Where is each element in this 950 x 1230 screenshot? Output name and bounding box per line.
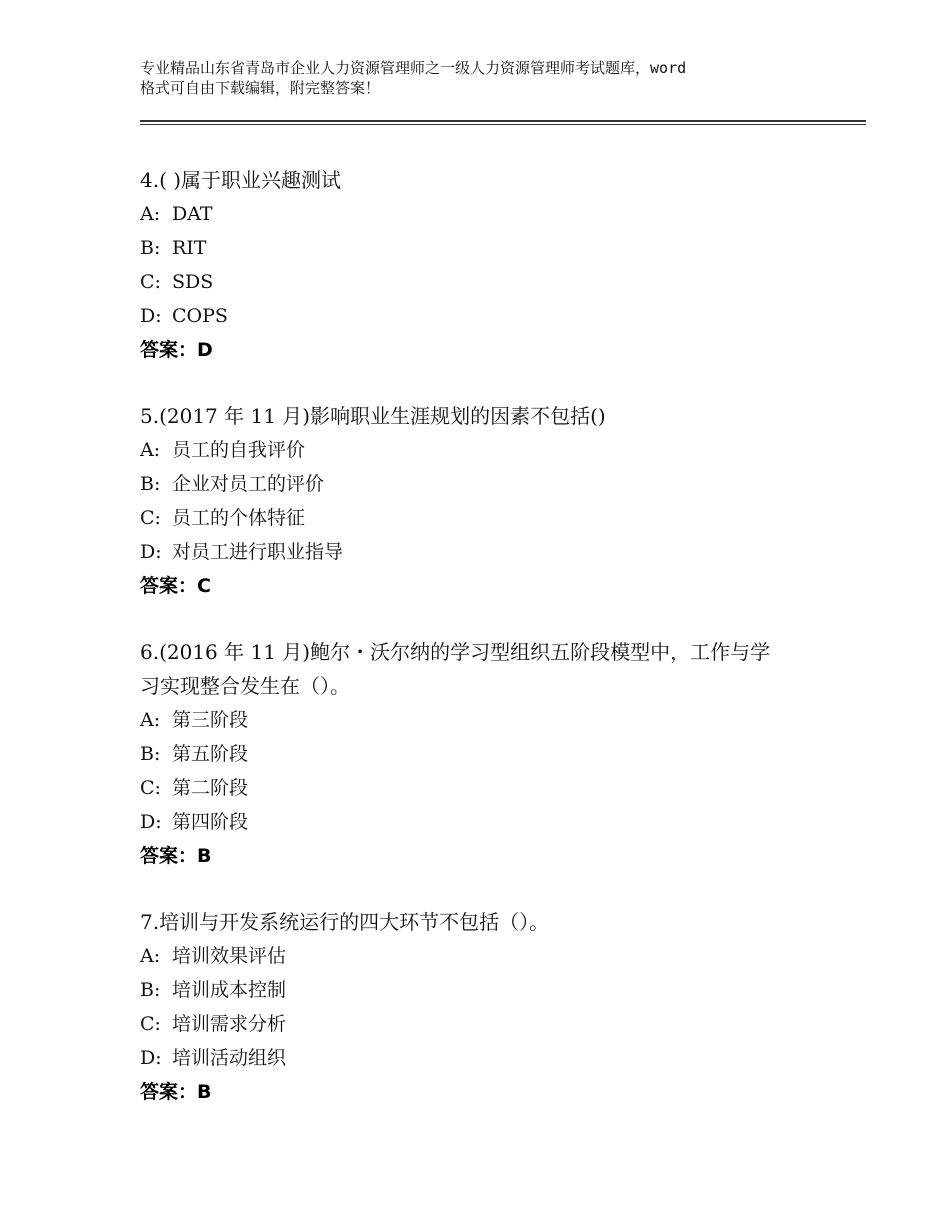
question-stem: 6.(2016 年 11 月)鲍尔・沃尔纳的学习型组织五阶段模型中，工作与学	[140, 640, 771, 664]
option-letter: D:	[140, 811, 162, 833]
option-letter: C:	[140, 1013, 161, 1035]
option-text: 对员工进行职业指导	[172, 541, 344, 563]
option-text: COPS	[172, 305, 228, 327]
option-d	[140, 535, 840, 569]
question-stem-continued: 习实现整合发生在（）。	[140, 674, 350, 698]
option-a	[140, 197, 840, 231]
option-b	[140, 467, 840, 501]
option-letter: D:	[140, 541, 162, 563]
answer-line: 答案：B	[140, 845, 212, 867]
option-text: 培训成本控制	[172, 979, 287, 1001]
question-5	[140, 399, 840, 603]
document-header	[140, 58, 840, 98]
option-letter: A:	[140, 439, 161, 461]
question-stem: 7.培训与开发系统运行的四大环节不包括（）。	[140, 910, 550, 934]
option-a	[140, 433, 840, 467]
option-letter: C:	[140, 507, 161, 529]
option-letter: A:	[140, 203, 161, 225]
option-b	[140, 737, 840, 771]
question-stem: 4.( )属于职业兴趣测试	[140, 168, 342, 192]
option-text: 培训需求分析	[172, 1013, 287, 1035]
option-text: 员工的自我评价	[172, 439, 306, 461]
question-list	[140, 163, 840, 1141]
option-letter: A:	[140, 709, 161, 731]
option-letter: A:	[140, 945, 161, 967]
question-7	[140, 905, 840, 1109]
option-text: 第五阶段	[172, 743, 249, 765]
option-c	[140, 1007, 840, 1041]
option-d	[140, 299, 840, 333]
header-divider-thin	[140, 124, 866, 125]
option-text: 企业对员工的评价	[172, 473, 325, 495]
option-letter: B:	[140, 237, 161, 259]
option-letter: B:	[140, 979, 161, 1001]
option-text: 员工的个体特征	[172, 507, 306, 529]
option-letter: C:	[140, 777, 161, 799]
header-line-2: 格式可自由下载编辑，附完整答案！	[140, 79, 381, 97]
option-c	[140, 501, 840, 535]
header-line-1: 专业精品山东省青岛市企业人力资源管理师之一级人力资源管理师考试题库，word	[140, 59, 687, 77]
option-text: 培训活动组织	[172, 1047, 287, 1069]
option-letter: B:	[140, 743, 161, 765]
option-letter: C:	[140, 271, 161, 293]
option-letter: D:	[140, 1047, 162, 1069]
option-letter: B:	[140, 473, 161, 495]
option-text: 培训效果评估	[172, 945, 287, 967]
option-text: 第二阶段	[172, 777, 249, 799]
header-divider-thick	[140, 120, 866, 122]
option-text: RIT	[172, 237, 207, 259]
question-6	[140, 635, 840, 873]
question-stem: 5.(2017 年 11 月)影响职业生涯规划的因素不包括()	[140, 404, 606, 428]
option-a	[140, 939, 840, 973]
option-text: DAT	[172, 203, 213, 225]
option-c	[140, 771, 840, 805]
option-d	[140, 805, 840, 839]
answer-line: 答案：B	[140, 1081, 212, 1103]
answer-line: 答案：C	[140, 575, 211, 597]
option-b	[140, 973, 840, 1007]
option-a	[140, 703, 840, 737]
option-letter: D:	[140, 305, 162, 327]
question-4	[140, 163, 840, 367]
answer-line: 答案：D	[140, 339, 213, 361]
option-text: SDS	[172, 271, 214, 293]
option-text: 第四阶段	[172, 811, 249, 833]
option-d	[140, 1041, 840, 1075]
option-text: 第三阶段	[172, 709, 249, 731]
option-c	[140, 265, 840, 299]
option-b	[140, 231, 840, 265]
